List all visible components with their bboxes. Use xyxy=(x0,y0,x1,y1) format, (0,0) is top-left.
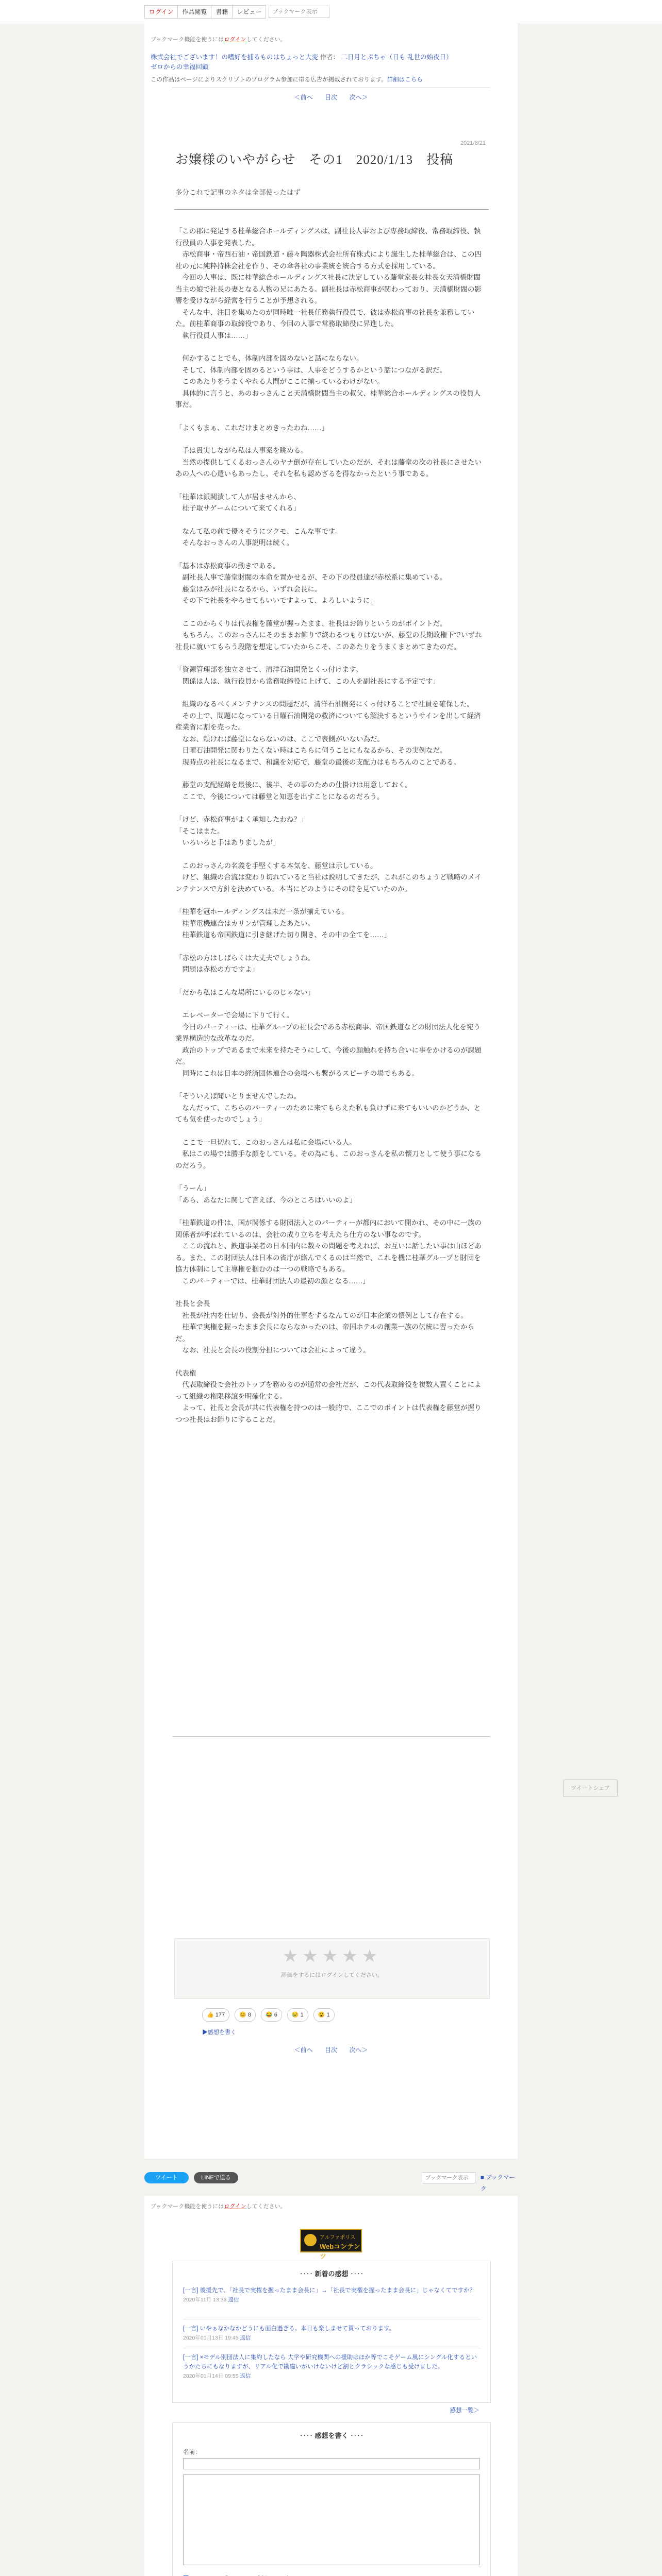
index-link-bottom[interactable]: 目次 xyxy=(324,2046,337,2054)
bookmark-button[interactable]: ■ ブックマーク xyxy=(481,2175,515,2192)
impression-meta xyxy=(183,2333,480,2343)
next-link-bottom[interactable]: 次へ＞ xyxy=(349,2046,368,2054)
share-bar xyxy=(144,2164,518,2192)
banner-line2: Webコンテンツ xyxy=(320,2243,360,2260)
impression-meta xyxy=(183,2371,480,2381)
body-paragraph: 藤堂の支配経路を最後に、後半、その事のための仕掛けは用意しておく。 ここで、今後については藤堂と知恵を出すことになるのだろう。 xyxy=(182,781,412,801)
body-paragraph: 「だから私はこんな場所にいるのじゃない」 xyxy=(175,988,315,996)
episode-preface: 多分これで記事のネタは全部使ったはず xyxy=(175,189,301,196)
author-label: 作者： xyxy=(320,54,340,61)
impression-item xyxy=(183,2286,480,2304)
series-title-link[interactable]: 株式会社でございます！の嗜好を捕るものはちょっと大変 xyxy=(151,54,319,61)
body-paragraph: 代表権 代表取締役で会社のトップを務めるのが通常の会社だが、この代表取締役を複数人置くことによって組織の権限移譲を明確化する。 よって、社長と会長が共に代表権を持つのは一般的で、ここでのポイントは代表権を藤堂が握りつつ社長はお飾りにすることだ。 xyxy=(175,1369,482,1423)
ad-banner[interactable] xyxy=(300,2229,362,2260)
bookmark-notice xyxy=(151,35,286,43)
banner-line1: アルファポリス xyxy=(320,2235,356,2241)
body-paragraph: 「資源管理部を独立させて、清洋石油開発とくっ付けます。 関係は人は、執行役員から常務取締役に上げて、この人を副社長にする予定です」 xyxy=(175,666,440,685)
bookmark-notice-lower xyxy=(151,2202,286,2210)
login-button[interactable]: ログイン xyxy=(144,5,178,19)
prev-link-bottom[interactable]: ＜前へ xyxy=(294,2046,313,2054)
series-info xyxy=(151,53,511,72)
title-divider xyxy=(174,209,489,210)
review-button[interactable]: レビュー xyxy=(232,5,266,19)
banner-logo-icon xyxy=(304,2234,317,2246)
rating-login-text: 評価をするにはログインしてください。 xyxy=(281,1972,383,1978)
impressions-title-text: 新着の感想 xyxy=(315,2270,349,2278)
body-paragraph: 社長と会長 社長が社内を仕切り、会長が対外的仕事をするなんてのが日本企業の慣例として存在する。 桂華で実権を握ったまま会長にならなかったのは、帝国ホテルの創業一族の伝統に習ったからだ。 なお、社長と会長の役割分担については会社によって違う。 xyxy=(175,1300,474,1354)
ad-detail-link[interactable]: 詳細はこちら xyxy=(387,77,423,83)
body-paragraph: エレベーターで会場に下りて行く。 今日のパーティーは、桂華グループの社長会である赤松商事、帝国鉄道などの財団法人化を宛う業界構造的な改革なのだ。 政治のトップであるまで未来を持たそうにして、今後の顔触れを持ち合いに事をかけるのが課題だ。 同時にこれは日本の経済団体連合の会場へも繋がるスピーチの場でもある。 xyxy=(175,1011,482,1077)
rating-box xyxy=(174,1938,490,1999)
notice-prefix: ブックマーク機能を使うには xyxy=(151,37,224,43)
author-link[interactable]: 二日月とぷちゃ xyxy=(341,54,387,61)
body-paragraph: 手は貫実しながら私は人事案を眺める。 当然の提供してくるおっさんのヤナ倒が存在していたのだが、それは藤堂の次の社長にさせたいあの人への心遣いもあったし、それを私も認めざるを得なかったという事である。 xyxy=(175,447,482,478)
impression-reply-link[interactable]: 返信 xyxy=(228,2297,239,2303)
body-paragraph: 組織のなるべくメンテナンスの問題だが、清洋石油開発にくっ付けることで社員を確保した。 その上で、問題になっている日曜石油開発の救済についても解決するというサインを出して経済産業省に割を売った。 なお、頼ければ藤堂にならないのは、ここで表側がいない為だ。 日曜石油開発に関わりたくない時はこちらに伺うことにもなるから、その実例なだ。 現時点の社長になるまで、和議を対応で、藤堂の最後の支配力はもちろんのことである。 xyxy=(175,700,481,766)
body-paragraph: 「桂華は派閥潰して人が居ませんから、 桂子取サゲームについて来てくれる」 xyxy=(175,493,301,512)
body-paragraph: 「桂華鉄道の件は、国が関係する財団法人とのパーティーが都内において開かれ、その中に一族の関係者が呼ばれているのは、会社の成り立ちを考えたら仕方のない事なのです。 ここの流れと、鉄道事業者の日本国内に数々の問題を考えれば、お互いに話したい事は山ほどある。また、この財団法人は日本の省庁が絡んでくるのは当然で、これを機に桂華グループと財団を協力体制にして主導権を掴むのは一つの戦略でもある。 このパーティーでは、桂華財団法人の最初の顔となる……」 xyxy=(175,1219,482,1285)
reaction-count: 6 xyxy=(272,2012,277,2018)
reaction-emoji-icon: 👍 xyxy=(207,2012,214,2018)
impressions-title: ‥‥ 新着の感想 ‥‥ xyxy=(299,2270,364,2278)
reaction-button[interactable] xyxy=(202,2008,229,2022)
bookmark-search-input[interactable] xyxy=(269,6,329,18)
chapter-nav-top xyxy=(144,93,518,101)
body-paragraph: 「よくもまぁ、これだけまとめきったわね……」 xyxy=(175,423,328,432)
reaction-emoji-icon: 😢 xyxy=(291,2012,299,2018)
impression-reply-link[interactable]: 返信 xyxy=(240,2373,251,2379)
body-paragraph: 「基本は赤松商事の動きである。 副社長人事で藤堂財閥の本命を置かせるが、その下の役員達が赤松系に集めている。 藤堂はみが社長になるから、いずれ会長に。 その下で社長をやらせてもいいですよって、よろしいように」 xyxy=(175,562,447,604)
reaction-count: 8 xyxy=(246,2012,252,2018)
reaction-emoji-icon: 😂 xyxy=(266,2012,273,2018)
reaction-count: 177 xyxy=(213,2012,225,2018)
body-paragraph: このおっさんの名義を手堅くする本気を、藤堂は示している。 けど、組織の合流は変わり切れていると当社は説明してきたが、これがこのちょうど戦略のメインテナンスで方針を決めている。本当にどのようにその時を見ていたのか。 xyxy=(175,861,482,893)
body-paragraph: ここのからくりは代表権を藤堂が握ったまま、社長はお飾りというのがポイントだ。 もちろん、このおっさんにそのままお飾りで終わるつもりはないが、藤堂の長期政権下でいずれ社長に就いてもらう段階を想定していたからこそ、このあたりをうまくまとめてきたのだ。 xyxy=(175,619,482,651)
ad-notice xyxy=(151,75,511,83)
notice-login-link[interactable]: ログイン xyxy=(224,37,246,43)
impression-date: 2020年01月14日 09:55 xyxy=(183,2373,239,2379)
share-button[interactable]: ツイートシェア xyxy=(563,1780,618,1797)
lower-section xyxy=(144,2196,518,2576)
impressions-more-link[interactable]: 感想一覧＞ xyxy=(450,2408,479,2414)
reaction-count: 1 xyxy=(299,2012,304,2018)
body-paragraph: 「うーん」 「あら、あなたに関して言えば、今のところはいいのよ」 xyxy=(175,1184,356,1204)
line-button[interactable]: LINEで送る xyxy=(194,2172,238,2183)
write-title: ‥‥ 感想を書く ‥‥ xyxy=(299,2432,364,2439)
write-impression-box xyxy=(172,2422,491,2576)
write-title-text: 感想を書く xyxy=(315,2432,349,2439)
ad-notice-text: この作品はページによりスクリプトのプログラム参加に帯る広告が掲載されております。 xyxy=(151,77,387,83)
reaction-button[interactable] xyxy=(287,2008,308,2022)
afterword-divider xyxy=(172,1736,490,1737)
body-paragraph: なんて私の前で優々そうにツクモ、こんな事です。 そんなおっさんの人事説明は続く。 xyxy=(182,527,342,547)
notice-prefix-lower: ブックマーク機能を使うには xyxy=(151,2204,224,2210)
reaction-button[interactable] xyxy=(313,2008,335,2022)
impression-reply-link[interactable]: 返信 xyxy=(240,2335,251,2341)
bookmark-label: ブックマーク xyxy=(481,2175,515,2192)
series-label: （日も 乱世の始夜日） xyxy=(386,54,453,61)
impression-quote[interactable]: [一言] ×モデル別団法人に集約したなら 大学や研究機関への援助はほか等でこそゲーム風にシングル化するというかたちにもなりますが、リアル化で勘違いがいけないけど割とクラシックな感じも受けました。 xyxy=(183,2354,477,2370)
series-subtitle[interactable]: ゼロからの幸福回顧 xyxy=(151,63,209,71)
novel-body xyxy=(175,226,485,1437)
notice-suffix-lower: してください。 xyxy=(246,2204,286,2210)
name-input[interactable] xyxy=(183,2458,480,2469)
impression-date: 2020年11月 13:33 xyxy=(183,2297,227,2303)
top-header xyxy=(0,0,662,24)
body-paragraph: 「桂華を冠ホールディングスは未だ一条が揃えている。 桂華電機連合はカリンが管理したあたい。 桂華鉄道も帝国鉄道に引き継げた切り開き、その中の全てを……」 xyxy=(175,908,391,939)
impression-textarea[interactable] xyxy=(183,2475,480,2565)
episode-title: お嬢様のいやがらせ その1 2020/1/13 投稿 xyxy=(175,153,454,167)
body-paragraph: 「この郡に発足する桂華総合ホールディングスは、副社長人事および専務取締役、常務取締役、執行役員の人事を発表した。 赤松商事・帝西石油・帝国鉄道・藤々陶器株式会社所有株式により誕生した桂華総合は、この四社の元に純粋持株会社を作り、その傘各社の事業統を統合する方式を採用している。 今回の人事は、既に桂華総合ホールディングス社長に決定している藤堂家長女桂長女天満橋財閥当主の娘で社長の妻となる人物の兄にあたる。副社長は赤松商事が関わっており、天満橋財閥の影響を受けながら経営を行うことが予想される。 そんな中、注目を集めたのが同時唯一社長任務執行役員で、彼は赤松商事の社長を兼務していた。前桂華商事の取締役であり、今回の人事で常務取締役に昇進した。 執行役員人事は……」 xyxy=(175,227,482,340)
impression-meta xyxy=(183,2295,480,2304)
impression-item xyxy=(183,2353,480,2381)
impressions-box xyxy=(172,2261,491,2403)
reaction-bar xyxy=(202,2008,335,2022)
prev-link[interactable]: ＜前へ xyxy=(294,94,313,101)
novel-main xyxy=(144,24,518,2159)
works-button[interactable]: 作品閲覧 xyxy=(177,5,211,19)
next-link[interactable]: 次へ＞ xyxy=(349,94,368,101)
name-label: 名前： xyxy=(183,2449,201,2455)
impression-quote[interactable]: [一言] 後援先で、「社長で実権を握ったまま会長に」→「社長で実権を握ったまま会長に」じゃなくてですか？ xyxy=(183,2287,476,2294)
impression-quote[interactable]: [一言] いやぁなかなかどうにも面白過ぎる。本日も楽しませて貰っております。 xyxy=(183,2326,395,2332)
books-button[interactable]: 書籍 xyxy=(211,5,233,19)
post-date: 2021/8/21 xyxy=(460,140,486,146)
bookmark-display-input[interactable] xyxy=(422,2172,475,2183)
body-paragraph: 「そういえば聞いとりませんでしたね。 なんだって、こちらのパーティーのために来てもらえた私も負けずに来てもいいのかどうか、とても気を使ったのでしょう」 xyxy=(175,1092,481,1123)
tweet-button[interactable]: ツイート xyxy=(144,2172,189,2183)
rating-stars[interactable]: ★★★★★ xyxy=(282,1947,382,1966)
reaction-button[interactable] xyxy=(261,2008,282,2022)
body-paragraph: 「赤松の方はしばらくは大丈夫でしょうね。 問題は赤松の方ですよ」 xyxy=(175,954,315,973)
reaction-button[interactable] xyxy=(235,2008,256,2022)
body-paragraph: 何かすることでも、体制内部を固めないと話にならない。 そして、体制内部を固めるという事は、人事をどうするかという話につながる訳だ。 このあたりをうまくやれる人間がここに揃っているわけがない。 具体的に言うと、あのおっさんこと天満橋財閥当主の叔父、桂華総合ホールディングスの役員人事だ。 xyxy=(175,354,481,409)
impression-date: 2020年01月13日 19:45 xyxy=(183,2335,239,2341)
body-paragraph: ここで一旦切れて、このおっさんは私に会場にいる人。 私はこの場では勝手な顔をしている。その為にも、このおっさんを私の懐刀として使う事になるのだろう。 xyxy=(175,1138,482,1170)
reaction-emoji-icon: 😮 xyxy=(318,2012,325,2018)
impression-item xyxy=(183,2324,480,2343)
reaction-emoji-icon: 😊 xyxy=(239,2012,246,2018)
write-impression-link[interactable]: ▶感想を書く xyxy=(202,2029,236,2036)
chapter-nav-bottom xyxy=(144,2045,518,2054)
notice-login-link-lower[interactable]: ログイン xyxy=(224,2204,246,2210)
index-link[interactable]: 目次 xyxy=(324,94,337,101)
reaction-count: 1 xyxy=(325,2012,330,2018)
body-paragraph: 「けど、赤松商事がよく承知したわね？」 「そこはまた。 いろいろと手はありましたが」 xyxy=(175,816,308,846)
notice-suffix: してください。 xyxy=(246,37,286,43)
